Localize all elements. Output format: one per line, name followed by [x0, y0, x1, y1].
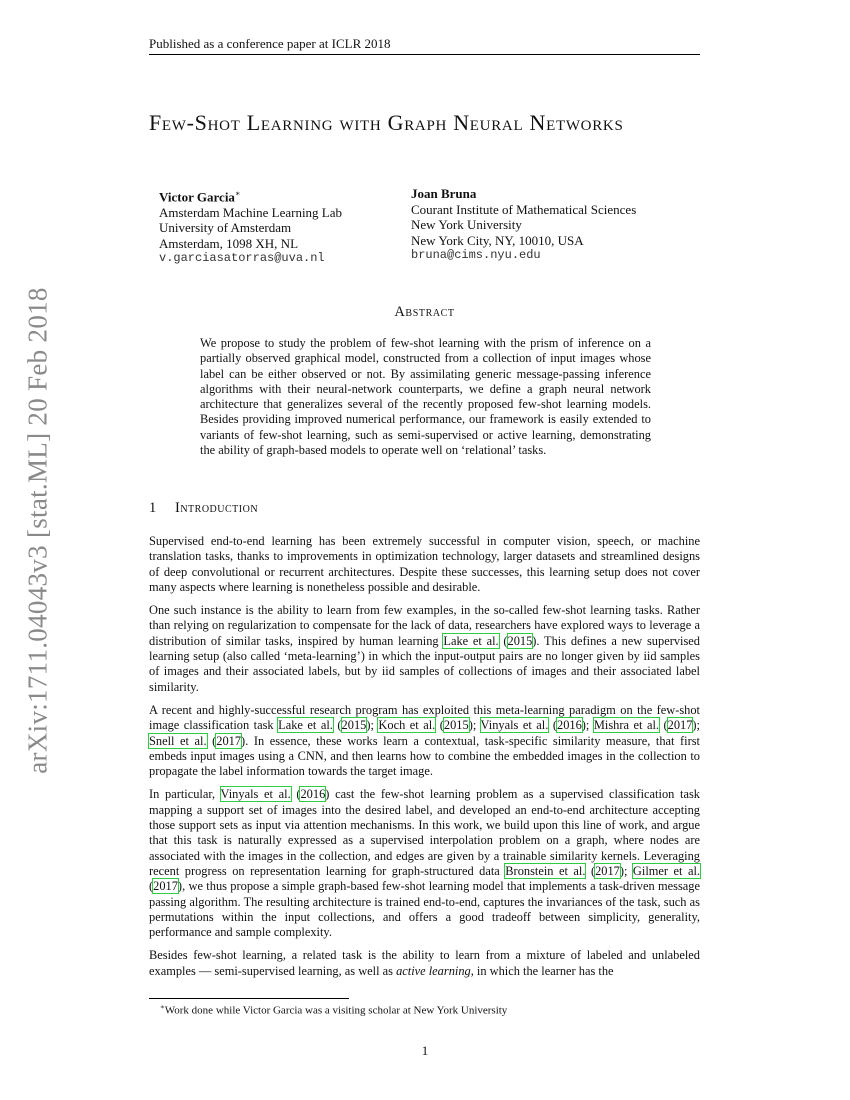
- author-name: Victor Garcia∗: [159, 189, 241, 205]
- citation-link[interactable]: 2017: [667, 718, 693, 733]
- citation-link[interactable]: Koch et al.: [378, 718, 436, 733]
- citation-link[interactable]: 2016: [557, 718, 582, 733]
- citation-link[interactable]: Gilmer et al.: [632, 863, 700, 878]
- author-2: [411, 186, 636, 264]
- citation-link[interactable]: Snell et al.: [149, 733, 207, 748]
- paragraph: Supervised end-to-end learning has been extremely successful in computer vision, speech, or machine translation tasks, thanks to improvements in optimization technology, larger datasets and streamlined designs of deep convolutional or recurrent architectures. Despite these successes, this learning setup does not cover many aspects where learning is nonetheless possible and desirable.: [149, 534, 700, 594]
- author-1: [159, 186, 342, 267]
- citation-link[interactable]: Lake et al.: [443, 633, 499, 648]
- paper-title: Few-Shot Learning with Graph Neural Networks: [149, 110, 624, 135]
- abstract-text: We propose to study the problem of few-shot learning with the prism of inference on a partially observed graphical model, constructed from a collection of input images whose label can be either observed or not. By assimilating generic message-passing inference algorithms with their neural-network counterparts, we define a graph neural network architecture that generalizes several of the recently proposed few-shot learning models. Besides providing improved numerical performance, our framework is easily extended to variants of few-shot learning, such as semi-supervised or active learning, demonstrating the ability of graph-based models to operate well on ‘relational’ tasks.: [200, 336, 651, 458]
- citation-link[interactable]: 2017: [595, 863, 620, 878]
- arxiv-identifier: [16, 270, 60, 790]
- citation-link[interactable]: 2015: [341, 718, 367, 733]
- author-name: Joan Bruna: [411, 186, 477, 201]
- arxiv-id-text: arXiv:1711.04043v3 [stat.ML] 20 Feb 2018: [22, 286, 53, 774]
- section-title: Introduction: [175, 500, 259, 516]
- author-affiliation: University of Amsterdam: [159, 220, 292, 236]
- author-address: New York City, NY, 10010, USA: [411, 232, 584, 248]
- section-number: 1: [149, 500, 157, 516]
- abstract-heading: Abstract: [394, 304, 455, 320]
- author-affiliation: New York University: [411, 217, 522, 232]
- author-address: Amsterdam, 1098 XH, NL: [159, 235, 299, 251]
- citation-link[interactable]: 2015: [507, 633, 533, 648]
- author-email[interactable]: bruna@cims.nyu.edu: [411, 248, 541, 262]
- citation-link[interactable]: Bronstein et al.: [505, 863, 586, 878]
- paragraph: In particular, Vinyals et al. (2016) cast the few-shot learning problem as a supervised classification task mapping a support set of images into the desired label, and developed an end-to-end architecture accepting those support sets as input via attention mechanisms. In this work, we build upon this line of work, and argue that this task is naturally expressed as a supervised interpolation problem on a graph, where nodes are associated with the images in the collection, and edges are given by a trainable similarity kernels. Leveraging recent progress on representation learning for graph-structured data Bronstein et al. (2017); Gilmer et al. (2017), we thus propose a simple graph-based few-shot learning model that implements a task-driven message passing algorithm. The resulting architecture is trained end-to-end, captures the invariances of the task, such as permutations within the input collections, and offers a good tradeoff between simplicity, generality, performance and sample complexity.: [149, 787, 700, 940]
- running-header: Published as a conference paper at ICLR 2018: [149, 36, 700, 55]
- author-affiliation: Amsterdam Machine Learning Lab: [159, 204, 343, 220]
- paragraph: Besides few-shot learning, a related task is the ability to learn from a mixture of labeled and unlabeled examples — semi-supervised learning, as well as active learning, in which the learner has the: [149, 948, 700, 978]
- citation-link[interactable]: 2016: [300, 787, 326, 802]
- footnote: ∗Work done while Victor Garcia was a visiting scholar at New York University: [160, 1003, 508, 1017]
- citation-link[interactable]: Vinyals et al.: [480, 718, 549, 733]
- section-heading: [149, 500, 258, 517]
- paragraph: A recent and highly-successful research program has exploited this meta-learning paradigm on the few-shot image classification task Lake et al. (2015); Koch et al. (2015); Vinyals et al. (2016); Mishra et al. (2017); Snell et al. (2017). In essence, these works learn a contextual, task-specific similarity measure, that first embeds input images using a CNN, and then learns how to combine the embedded images in the collection to propagate the label information towards the target image.: [149, 702, 700, 779]
- author-affiliation: Courant Institute of Mathematical Sciences: [411, 201, 637, 217]
- citation-link[interactable]: Vinyals et al.: [220, 787, 291, 802]
- citation-link[interactable]: Mishra et al.: [593, 718, 659, 733]
- footnote-rule: [149, 998, 349, 999]
- author-email[interactable]: v.garciasatorras@uva.nl: [159, 251, 325, 266]
- citation-link[interactable]: 2017: [216, 733, 242, 748]
- page-number: 1: [421, 1043, 429, 1058]
- citation-link[interactable]: Lake et al.: [278, 718, 333, 733]
- citation-link[interactable]: 2017: [153, 879, 178, 894]
- emphasis: active learning: [396, 963, 471, 978]
- citation-link[interactable]: 2015: [443, 718, 469, 733]
- paragraph: One such instance is the ability to learn from few examples, in the so-called few-shot learning tasks. Rather than relying on regularization to compensate for the lack of data, researchers have explored ways to leverage a distribution of similar tasks, inspired by human learning Lake et al. (2015). This defines a new supervised learning setup (also called ‘meta-learning’) in which the input-output pairs are no longer given by iid samples of images and their associated labels, but by iid samples of collections of images and their associated label similarity.: [149, 603, 700, 694]
- body-text: [149, 534, 700, 987]
